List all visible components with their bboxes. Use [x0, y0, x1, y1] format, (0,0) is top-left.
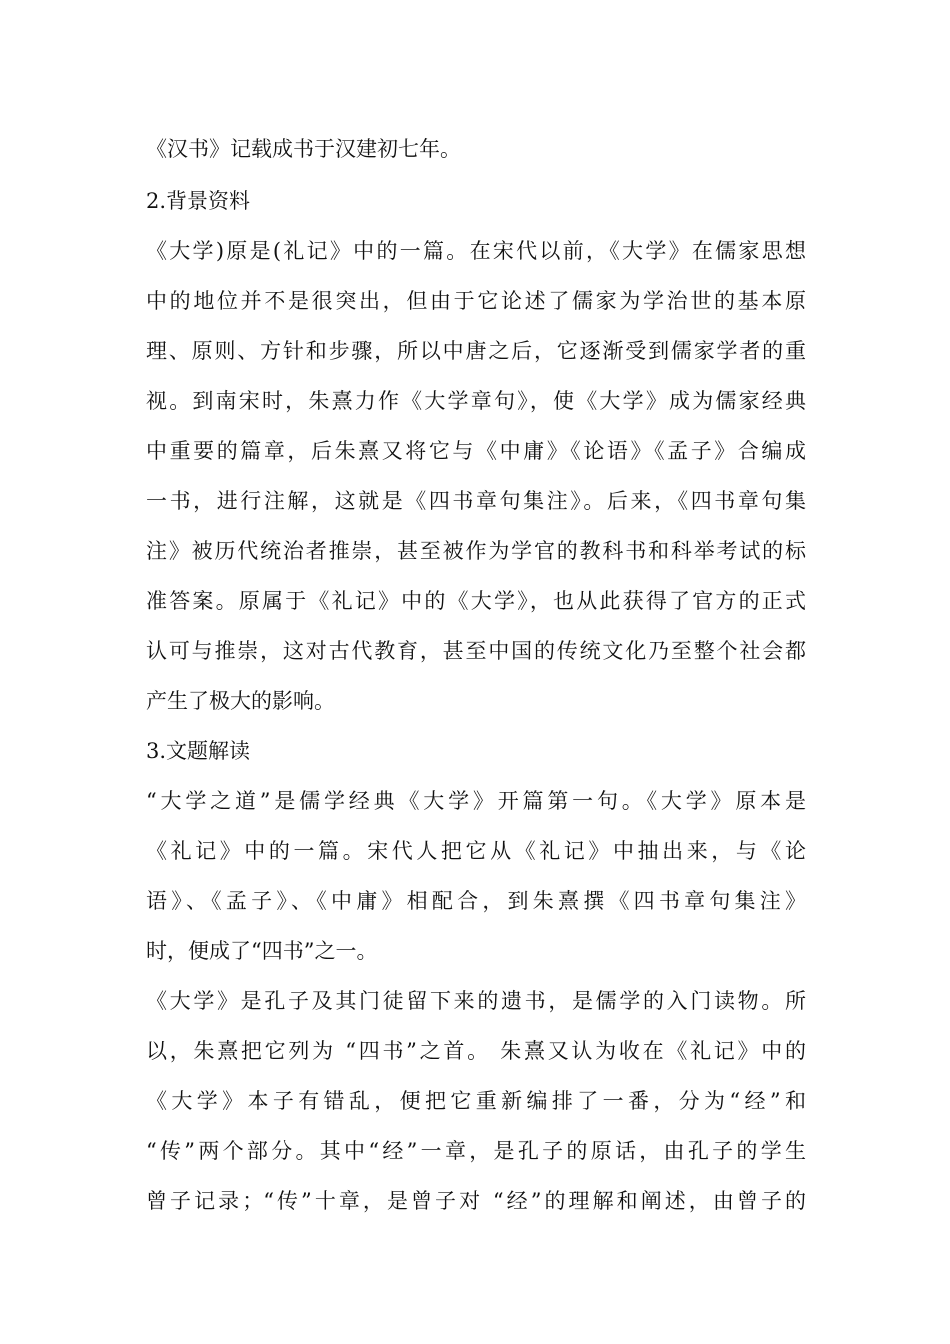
- text-line: 《大学》本子有错乱，便把它重新编排了一番，分为“经”和: [146, 1089, 806, 1113]
- text-line: 《礼记》中的一篇。宋代人把它从《礼记》中抽出来，与《论: [146, 839, 806, 863]
- text-line: 中的地位并不是很突出，但由于它论述了儒家为学治世的基本原: [146, 289, 806, 313]
- text-line: 以，朱熹把它列为 “四书”之首。 朱熹又认为收在《礼记》中的: [146, 1039, 806, 1063]
- text-line: 注》被历代统治者推崇，甚至被作为学官的教科书和科举考试的标: [146, 539, 806, 563]
- text-line: 视。到南宋时，朱熹力作《大学章句》，使《大学》成为儒家经典: [146, 389, 806, 413]
- section-heading: 2.背景资料: [146, 189, 251, 213]
- text-line: “大学之道”是儒学经典《大学》开篇第一句。《大学》原本是: [146, 789, 806, 813]
- text-line: 产生了极大的影响。: [146, 689, 335, 713]
- text-line: 一书，进行注解，这就是《四书章句集注》。后来，《四书章句集: [146, 489, 806, 513]
- text-line: 曾子记录；“传”十章，是曾子对 “经”的理解和阐述，由曾子的: [146, 1189, 806, 1213]
- text-line: 《汉书》记载成书于汉建初七年。: [146, 137, 461, 161]
- text-line: 《大学)原是(礼记》中的一篇。在宋代以前，《大学》在儒家思想: [146, 239, 806, 263]
- text-line: 《大学》是孔子及其门徒留下来的遗书，是儒学的入门读物。所: [146, 989, 806, 1013]
- text-line: 理、原则、方针和步骤，所以中唐之后，它逐渐受到儒家学者的重: [146, 339, 806, 363]
- text-line: 时，便成了“四书”之一。: [146, 939, 378, 963]
- text-line: “传”两个部分。其中“经”一章，是孔子的原话，由孔子的学生: [146, 1139, 806, 1163]
- text-line: 准答案。原属于《礼记》中的《大学》，也从此获得了官方的正式: [146, 589, 806, 613]
- section-heading: 3.文题解读: [146, 739, 251, 763]
- text-line: 认可与推崇，这对古代教育，甚至中国的传统文化乃至整个社会都: [146, 639, 806, 663]
- text-line: 语》、《孟子》、《中庸》相配合，到朱熹撰《四书章句集注》: [146, 889, 806, 913]
- text-line: 中重要的篇章，后朱熹又将它与《中庸》《论语》《孟子》合编成: [146, 439, 806, 463]
